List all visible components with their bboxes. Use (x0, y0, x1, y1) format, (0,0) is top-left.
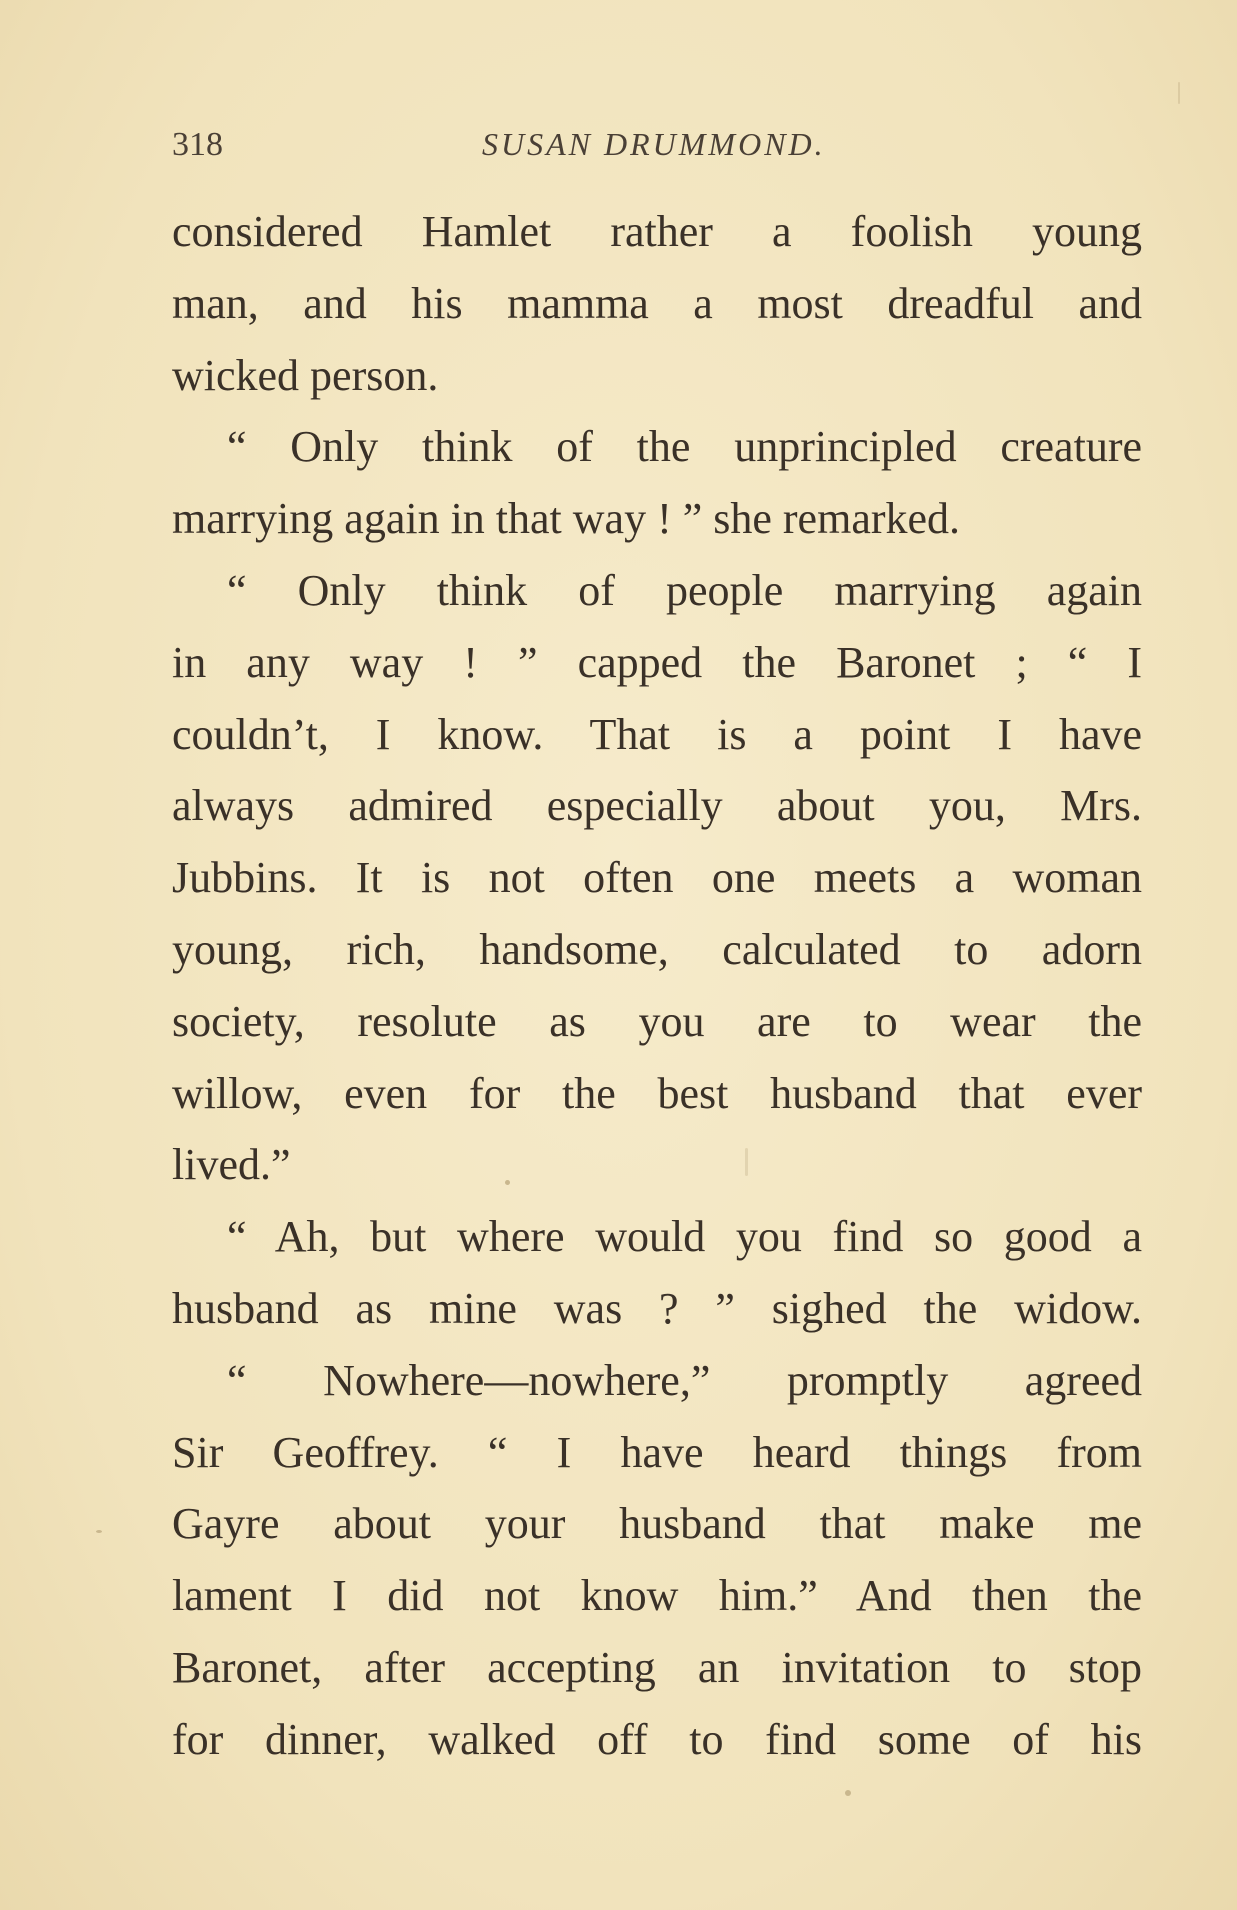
text-line: considered Hamlet rather a foolish young (172, 207, 1142, 256)
paper-speck (845, 1790, 851, 1796)
text-line: “ Only think of people marrying again (227, 565, 1142, 615)
text-line: for dinner, walked off to find some of his (172, 1714, 1142, 1764)
page-header (172, 118, 1142, 168)
text-line: wicked person. (172, 350, 439, 400)
text-line: young, rich, handsome, calculated to adorn (172, 924, 1142, 974)
text-line: lament I did not know him.” And then the (172, 1571, 1142, 1621)
text-line: marrying again in that way ! ” she remarked. (172, 494, 961, 544)
paper-speck (505, 1180, 510, 1185)
text-line: in any way ! ” capped the Baronet ; “ I (172, 637, 1142, 687)
text-line: couldn’t, I know. That is a point I have (172, 709, 1142, 759)
paper-speck (1178, 82, 1180, 104)
text-line: husband as mine was ? ” sighed the widow. (172, 1283, 1142, 1333)
text-line: lived.” (172, 1140, 291, 1190)
paper-speck (96, 1530, 102, 1533)
text-line: always admired especially about you, Mrs. (172, 781, 1142, 831)
text-line: Jubbins. It is not often one meets a woman (172, 853, 1142, 903)
text-line: Baronet, after accepting an invitation to stop (172, 1642, 1142, 1692)
text-line: “ Nowhere—nowhere,” promptly agreed (227, 1355, 1142, 1405)
text-line: willow, even for the best husband that ever (172, 1068, 1142, 1118)
text-line: society, resolute as you are to wear the (172, 996, 1142, 1046)
text-line: Sir Geoffrey. “ I have heard things from (172, 1427, 1142, 1477)
paper-speck (745, 1148, 748, 1176)
text-line: man, and his mamma a most dreadful and (172, 278, 1142, 328)
page-number: 318 (172, 126, 223, 163)
text-line: Gayre about your husband that make me (172, 1499, 1142, 1549)
body-text (172, 196, 1142, 1776)
text-line: “ Ah, but where would you find so good a (227, 1212, 1142, 1262)
text-line: “ Only think of the unprincipled creature (227, 422, 1142, 472)
running-title: SUSAN DRUMMOND. (482, 126, 826, 162)
